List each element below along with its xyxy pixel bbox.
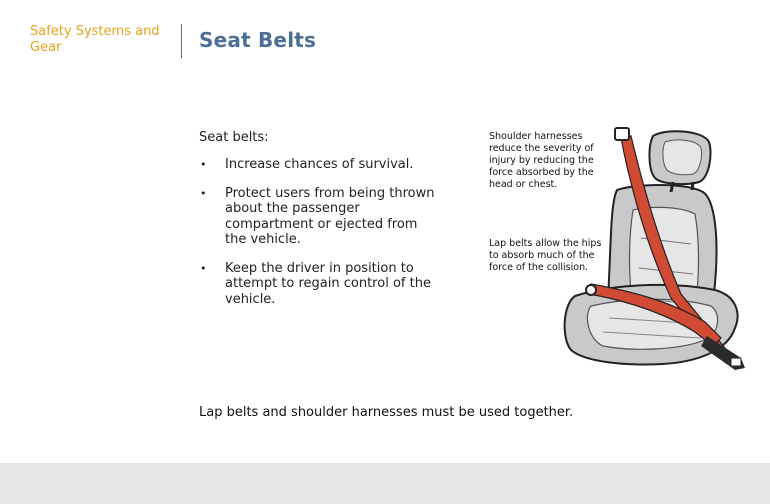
intro-text: Seat belts: [199, 130, 269, 145]
list-item [199, 186, 439, 248]
title-divider [181, 24, 182, 58]
conclusion-text: Lap belts and shoulder harnesses must be used together. [199, 405, 574, 420]
bullet-icon: • [200, 158, 207, 171]
bullet-text: Increase chances of survival. [225, 157, 414, 172]
headrest-post [671, 182, 673, 192]
buckle-tab [731, 358, 741, 366]
upper-anchor [615, 128, 629, 140]
section-label: Safety Systems and Gear [30, 24, 160, 55]
headrest-panel [663, 140, 702, 175]
car-seat-illustration [545, 118, 750, 398]
shoulder-harness-callout: Shoulder harnesses reduce the severity of injury by reducing the force absorbed by the head or chest. [489, 131, 594, 190]
lower-anchor [586, 285, 596, 295]
list-item [199, 157, 439, 173]
bullet-icon: • [200, 261, 207, 275]
bullet-list [199, 157, 439, 320]
page-title: Seat Belts [199, 28, 317, 52]
bullet-text: Protect users from being thrown about the passenger compartment or ejected from the vehicle. [225, 185, 435, 247]
footer-band [0, 463, 770, 504]
lap-belt-callout: Lap belts allow the hips to absorb much of the force of the collision. [489, 238, 602, 273]
bullet-icon: • [200, 186, 207, 200]
list-item [199, 261, 439, 308]
headrest-post [692, 182, 693, 190]
bullet-text: Keep the driver in position to attempt to regain control of the vehicle. [225, 260, 431, 307]
